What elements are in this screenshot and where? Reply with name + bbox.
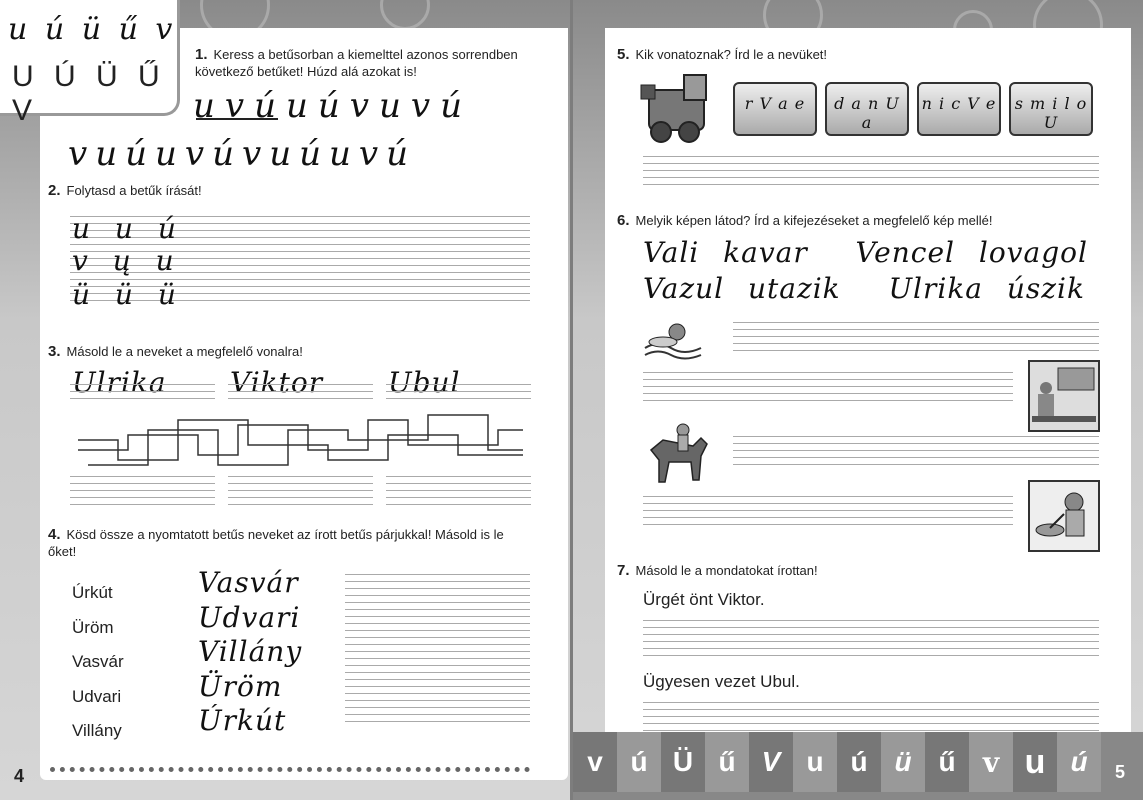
exercise-1-instruction: [195, 46, 533, 80]
wagon: [917, 82, 1001, 136]
cursive-name: Üröm: [198, 669, 283, 703]
cooking-image: [1028, 480, 1100, 552]
instruction-text: Másold le a neveket a megfelelő vonalra!: [66, 344, 303, 359]
printed-name: Üröm: [72, 617, 114, 637]
header-print: U Ú Ü Ű V: [12, 60, 166, 127]
page-number-left: 4: [14, 766, 25, 786]
ex6-lines-4[interactable]: [643, 490, 1013, 525]
strip-letter: ű: [705, 732, 749, 792]
ex3-copy-line-2[interactable]: [228, 470, 373, 505]
ex4-printed-list: [72, 576, 124, 749]
exercise-number: 6.: [617, 212, 630, 229]
right-page: [573, 0, 1143, 800]
horse-rider-image: [643, 420, 715, 492]
ex2-row-2: v ų u: [72, 244, 182, 277]
wagon: [1009, 82, 1093, 136]
printed-name: Villány: [72, 721, 122, 740]
ex6-lines-1[interactable]: [733, 316, 1099, 351]
exercise-number: 3.: [48, 343, 61, 360]
exercise-7-instruction: [617, 562, 818, 579]
ex6-lines-2[interactable]: [643, 366, 1013, 401]
ex2-row-3: ü ü ü: [72, 278, 184, 311]
ex7-lines-1[interactable]: [643, 614, 1099, 656]
wagon: [825, 82, 909, 136]
letter-header: [0, 0, 180, 127]
wagon: [733, 82, 817, 136]
strip-letter: u: [1013, 732, 1057, 792]
ex3-copy-line-1[interactable]: [70, 470, 215, 505]
instruction-text: Kösd össze a nyomtatott betűs neveket az írott betűs párjukkal! Másold is le őket!: [48, 527, 504, 559]
ex1-letter-row-1: uvúuúvuvú: [193, 86, 473, 126]
wagon-letters: n i c V e: [921, 94, 997, 113]
strip-letter: ú: [837, 732, 881, 792]
page-number-right: 5: [1115, 762, 1126, 782]
ex3-name-line: [386, 378, 531, 399]
exercise-3-instruction: [48, 343, 303, 360]
strip-letter: v: [969, 732, 1013, 792]
ex3-maze: [78, 410, 528, 470]
ex2-row-1: u u ú: [72, 212, 184, 245]
ex4-copy-lines[interactable]: [345, 568, 530, 722]
exercise-number: 5.: [617, 46, 630, 63]
ex6-lines-3[interactable]: [733, 430, 1099, 465]
ex3-copy-line-3[interactable]: [386, 470, 531, 505]
strip-letter: Ü: [661, 732, 705, 792]
decor-swirl: [380, 0, 430, 30]
ex5-writing-lines[interactable]: [643, 150, 1099, 185]
printed-name: Udvari: [72, 686, 122, 706]
instruction-text: Másold le a mondatokat írottan!: [635, 563, 818, 578]
exercise-2-instruction: [48, 182, 202, 199]
strip-letter: u: [793, 732, 837, 792]
cursive-name: Villány: [198, 635, 303, 668]
strip-letter: ü: [881, 732, 925, 792]
strip-letter: ú: [617, 732, 661, 792]
wagon-letters: d a n U a: [834, 94, 900, 132]
instruction-text: Kik vonatoznak? Írd le a nevüket!: [635, 47, 828, 62]
exercise-5-instruction: [617, 46, 827, 63]
ex6-phrases-line-2: Vazul utazik Ulrika úszik: [643, 272, 1085, 305]
strip-letter: ű: [925, 732, 969, 792]
ex7-sentence-2: Ügyesen vezet Ubul.: [643, 672, 800, 691]
instruction-text: Melyik képen látod? Írd a kifejezéseket a megfelelő kép mellé!: [635, 213, 993, 228]
ex3-name-line: [228, 378, 373, 399]
wagon-letters: r V a e: [744, 94, 806, 113]
ex7-sentence-1: Ürgét önt Viktor.: [643, 590, 765, 609]
exercise-6-instruction: [617, 212, 992, 229]
ex1-underline: [196, 118, 278, 120]
ex3-name-2: Viktor: [230, 366, 324, 399]
strip-letter: V: [749, 732, 793, 792]
cursive-name: Úrkút: [198, 704, 287, 737]
exercise-number: 4.: [48, 526, 61, 543]
classroom-image: [1028, 360, 1100, 432]
wagon-letters: s m i l o U: [1014, 94, 1088, 132]
instruction-text: Keress a betűsorban a kiemelttel azonos sorrendben következő betűket! Húzd alá azokat is!: [195, 47, 518, 79]
left-page: [0, 0, 570, 800]
exercise-number: 2.: [48, 182, 61, 199]
exercise-4-instruction: [48, 526, 532, 560]
instruction-text: Folytasd a betűk írását!: [66, 183, 202, 198]
printed-name: Vasvár: [72, 652, 124, 671]
footer-dots: [50, 767, 530, 772]
exercise-number: 7.: [617, 562, 630, 579]
header-cursive: u ú ü ű v: [8, 12, 177, 47]
cursive-name: Udvari: [198, 600, 301, 634]
exercise-number: 1.: [195, 46, 208, 63]
locomotive-image: [639, 70, 719, 150]
printed-name: Úrkút: [72, 583, 113, 602]
cursive-name: Vasvár: [198, 566, 299, 599]
strip-letter: ú: [1057, 732, 1101, 792]
ex3-name-1: Ulrika: [72, 366, 167, 399]
ex4-cursive-list: [198, 566, 302, 739]
ex3-name-line: [70, 378, 215, 399]
ex6-phrases-line-1: Vali kavar Vencel lovagol: [643, 236, 1088, 269]
ex1-letter-row-2: vuúuvúvuúuvú: [68, 134, 417, 174]
strip-letter: v: [573, 732, 617, 792]
swimmer-image: [643, 318, 703, 360]
ex3-name-3: Ubul: [388, 366, 461, 399]
